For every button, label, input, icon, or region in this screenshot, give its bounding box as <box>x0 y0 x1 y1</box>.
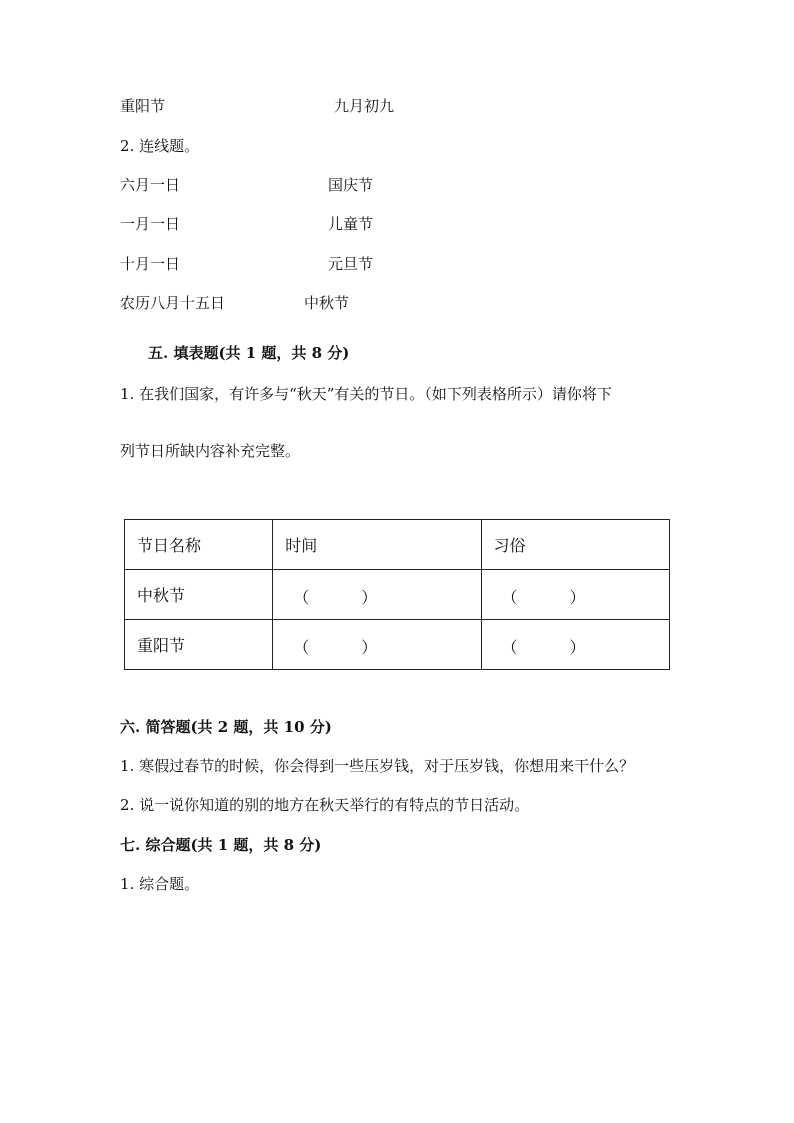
open-paren: （ <box>293 638 310 657</box>
match-left-1: 六月一日 <box>120 176 181 194</box>
section-6-question-1: 1. 寒假过春节的时候，你会得到一些压岁钱，对于压岁钱，你想用来干什么？ <box>120 757 635 775</box>
table-row <box>125 620 670 670</box>
match-left-3: 十月一日 <box>120 255 181 273</box>
close-paren: ） <box>361 588 378 607</box>
close-paren: ） <box>361 638 378 657</box>
match-right-jiuyue: 九月初九 <box>334 97 395 115</box>
table-header-custom: 习俗 <box>481 520 669 570</box>
match-left-chongyang: 重阳节 <box>120 97 166 115</box>
section-6-question-2: 2. 说一说你知道的别的地方在秋天举行的有特点的节日活动。 <box>120 796 530 814</box>
table-cell-name: 中秋节 <box>125 570 273 620</box>
close-paren: ） <box>569 638 586 657</box>
table-cell-time-blank[interactable] <box>273 620 481 670</box>
table-header-name: 节日名称 <box>125 520 273 570</box>
match-right-2: 儿童节 <box>328 215 374 233</box>
table-header-row <box>125 520 670 570</box>
open-paren: （ <box>501 588 518 607</box>
open-paren: （ <box>501 638 518 657</box>
table-cell-time-blank[interactable] <box>273 570 481 620</box>
table-row <box>125 570 670 620</box>
section-5-question-line2: 列节日所缺内容补充完整。 <box>120 442 301 460</box>
section-5-question-line1: 1. 在我们国家，有许多与“秋天”有关的节日。（如下列表格所示）请你将下 <box>120 385 612 403</box>
open-paren: （ <box>293 588 310 607</box>
table-cell-custom-blank[interactable] <box>481 620 669 670</box>
section-7-title: 七. 综合题(共 1 题，共 8 分) <box>120 836 322 854</box>
close-paren: ） <box>569 588 586 607</box>
match-left-2: 一月一日 <box>120 215 181 233</box>
match-right-3: 元旦节 <box>328 255 374 273</box>
table-cell-custom-blank[interactable] <box>481 570 669 620</box>
match-right-1: 国庆节 <box>328 176 374 194</box>
section-6-title: 六. 简答题(共 2 题，共 10 分) <box>120 718 332 736</box>
table-cell-name: 重阳节 <box>125 620 273 670</box>
match-right-4: 中秋节 <box>304 294 350 312</box>
match-left-4: 农历八月十五日 <box>120 294 226 312</box>
table-header-time: 时间 <box>273 520 481 570</box>
question-2-title: 2. 连线题。 <box>120 137 200 155</box>
section-5-title: 五. 填表题(共 1 题，共 8 分) <box>148 344 350 362</box>
festival-table <box>124 519 670 670</box>
section-7-question-1: 1. 综合题。 <box>120 875 200 893</box>
